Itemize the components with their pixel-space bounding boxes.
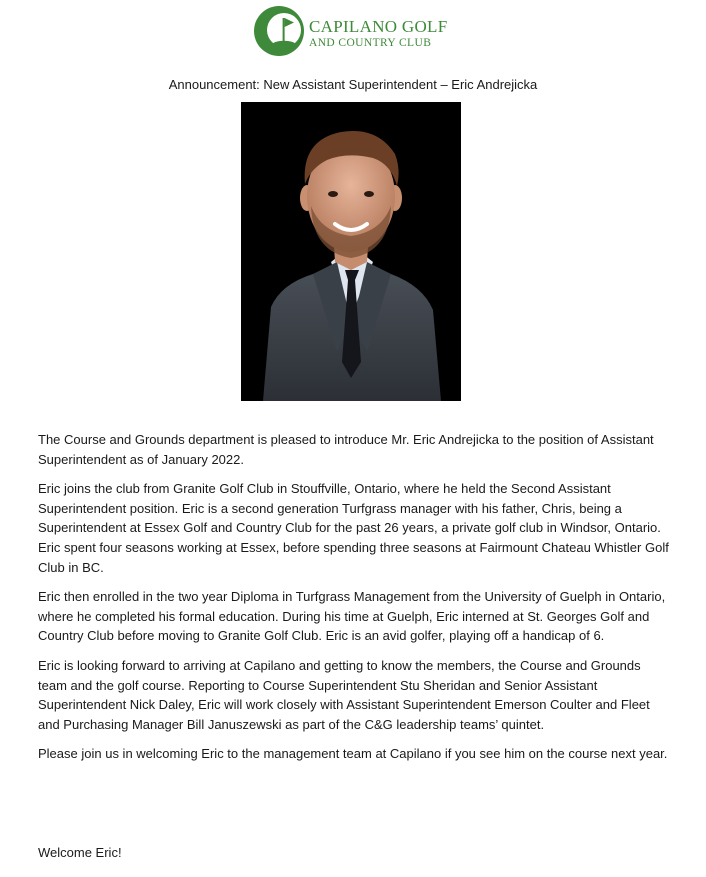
announcement-title: Announcement: New Assistant Superintendent – Eric Andrejicka [168,77,538,92]
body-paragraph: Please join us in welcoming Eric to the management team at Capilano if you see him on the course next year. [38,746,668,762]
announcement-body [38,430,670,774]
body-paragraph: Eric joins the club from Granite Golf Club in Stouffville, Ontario, where he held the Second Assistant Superintendent position. Eric is a second generation Turfgrass manager with his father, Chris, being a Superintendent at Essex Golf and Country Club for the past 26 years, a private golf club in Windsor, Ontario. Eric spent four seasons working at Essex, before spending three seasons at Fairmount Chateau Whistler Golf Club in BC. [38,481,669,575]
logo-text-secondary: AND COUNTRY CLUB [309,37,432,49]
body-paragraph: The Course and Grounds department is pleased to introduce Mr. Eric Andrejicka to the position of Assistant Superintendent as of January 2022. [38,432,654,467]
logo-text-primary: CAPILANO GOLF [309,17,448,36]
golf-flag-logo-icon [253,4,305,58]
portrait-photo [241,102,461,401]
club-logo [253,4,453,58]
body-paragraph: Eric then enrolled in the two year Diploma in Turfgrass Management from the University of Guelph in Ontario, where he completed his formal education. During his time at Guelph, Eric interned at St. Georges Golf and Country Club before moving to Granite Golf Club. Eric is an avid golfer, playing off a handicap of 6. [38,589,666,644]
signoff-text: Welcome Eric! [38,845,122,860]
body-paragraph: Eric is looking forward to arriving at Capilano and getting to know the members, the Course and Grounds team and the golf course. Reporting to Course Superintendent Stu Sheridan and Senior Assistant Superintendent Nick Daley, Eric will work closely with Assistant Superintendent Emerson Coulter and Fleet and Purchasing Manager Bill Januszewski as part of the C&G leadership teams’ quintet. [38,657,650,732]
